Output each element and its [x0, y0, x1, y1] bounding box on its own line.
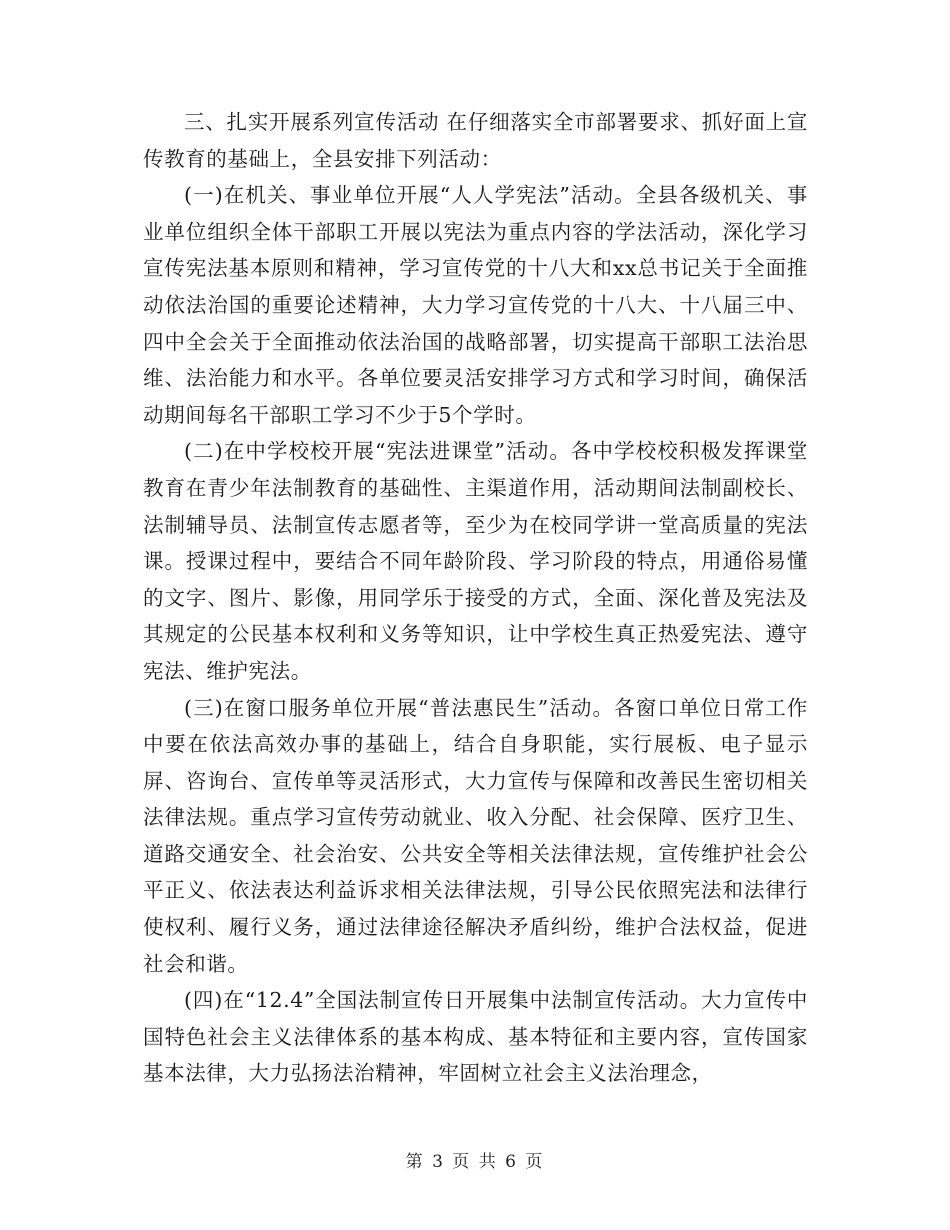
- document-body: [143, 104, 808, 1092]
- paragraph-item-one: (一)在机关、事业单位开展“人人学宪法”活动。全县各级机关、事业单位组织全体干部职工开展以宪法为重点内容的学法活动，深化学习宣传宪法基本原则和精神，学习宣传党的十八大和xx总书记关于全面推动依法治国的重要论述精神，大力学习宣传党的十八大、十八届三中、四中全会关于全面推动依法治国的战略部署，切实提高干部职工法治思维、法治能力和水平。各单位要灵活安排学习方式和学习时间，确保活动期间每名干部职工学习不少于5个学时。: [143, 183, 808, 427]
- page-number-footer: 第 3 页 共 6 页: [405, 1152, 545, 1172]
- paragraph-item-two: (二)在中学校校开展“宪法进课堂”活动。各中学校校积极发挥课堂教育在青少年法制教育的基础性、主渠道作用，活动期间法制副校长、法制辅导员、法制宣传志愿者等，至少为在校同学讲一堂高质量的宪法课。授课过程中，要结合不同年龄阶段、学习阶段的特点，用通俗易懂的文字、图片、影像，用同学乐于接受的方式，全面、深化普及宪法及其规定的公民基本权利和义务等知识，让中学校生真正热爱宪法、遵守宪法、维护宪法。: [143, 439, 808, 683]
- paragraph-section-three: 三、扎实开展系列宣传活动 在仔细落实全市部署要求、抓好面上宣传教育的基础上，全县安排下列活动：: [143, 110, 808, 171]
- paragraph-item-four: (四)在“12.4”全国法制宣传日开展集中法制宣传活动。大力宣传中国特色社会主义法律体系的基本构成、基本特征和主要内容，宣传国家基本法律，大力弘扬法治精神，牢固树立社会主义法治理念，: [143, 988, 808, 1086]
- paragraph-item-three: (三)在窗口服务单位开展“普法惠民生”活动。各窗口单位日常工作中要在依法高效办事的基础上，结合自身职能，实行展板、电子显示屏、咨询台、宣传单等灵活形式，大力宣传与保障和改善民生密切相关法律法规。重点学习宣传劳动就业、收入分配、社会保障、医疗卫生、道路交通安全、社会治安、公共安全等相关法律法规，宣传维护社会公平正义、依法表达利益诉求相关法律法规，引导公民依照宪法和法律行使权利、履行义务，通过法律途径解决矛盾纠纷，维护合法权益，促进社会和谐。: [143, 695, 808, 976]
